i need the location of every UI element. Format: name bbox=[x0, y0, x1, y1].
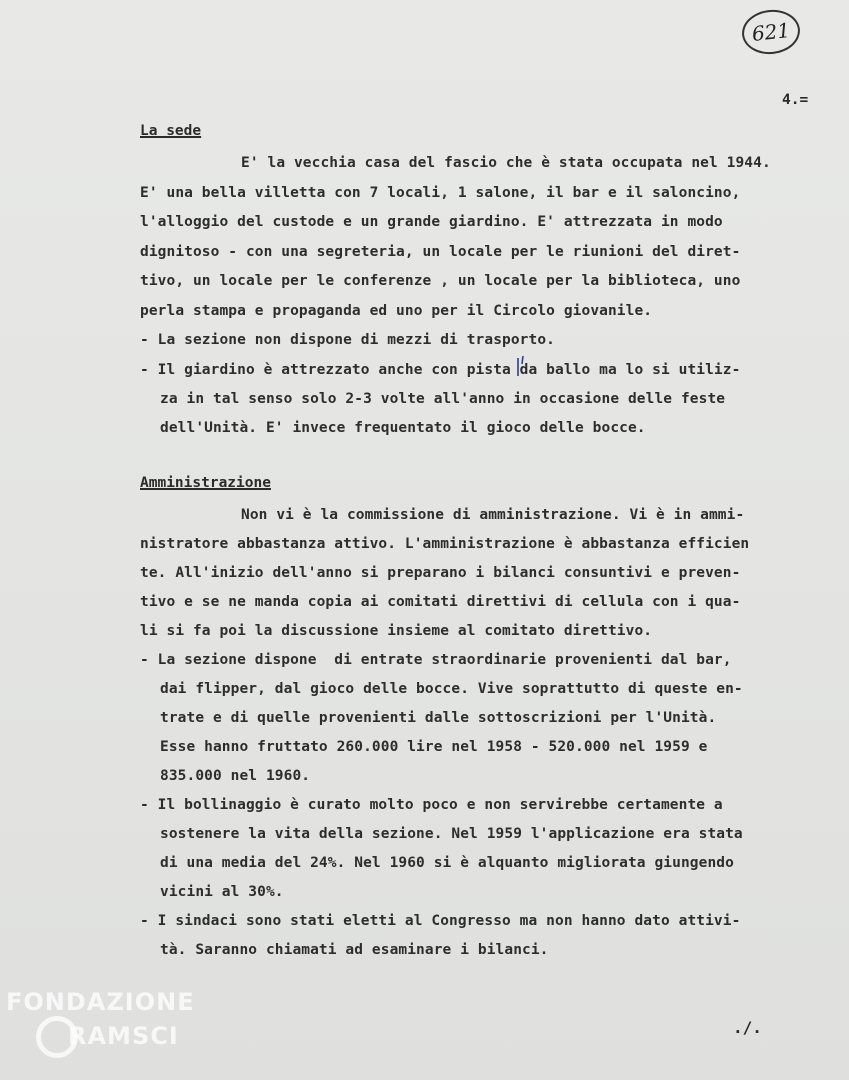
archive-number-stamp: 621 bbox=[740, 7, 802, 57]
watermark-line2-row bbox=[6, 1016, 195, 1058]
list-item: - La sezione dispone di entrate straordinarie provenienti dal bar, bbox=[140, 652, 732, 668]
continuation-mark: ./. bbox=[733, 1018, 762, 1037]
text-line: li si fa poi la discussione insieme al comitato direttivo. bbox=[140, 623, 653, 639]
text-line: tivo, un locale per le conferenze , un locale per la biblioteca, uno bbox=[140, 273, 741, 289]
text-line: te. All'inizio dell'anno si preparano i bilanci consuntivi e preven- bbox=[140, 565, 741, 581]
text-line: E' la vecchia casa del fascio che è stata occupata nel 1944. bbox=[241, 155, 771, 171]
text-line: tivo e se ne manda copia ai comitati direttivi di cellula con i qua- bbox=[140, 594, 741, 610]
text-line: dai flipper, dal gioco delle bocce. Vive soprattutto di queste en- bbox=[160, 681, 743, 697]
text-line: Esse hanno fruttato 260.000 lire nel 1958 - 520.000 nel 1959 e bbox=[160, 739, 708, 755]
text-line: perla stampa e propaganda ed uno per il Circolo giovanile. bbox=[140, 303, 653, 319]
page-number: 4.= bbox=[782, 92, 809, 108]
section-heading-la-sede: La sede bbox=[140, 123, 202, 139]
watermark-line1: FONDAZIONE bbox=[6, 988, 195, 1016]
text-line: 835.000 nel 1960. bbox=[160, 768, 311, 784]
text-line: dell'Unità. E' invece frequentato il gioco delle bocce. bbox=[160, 420, 646, 436]
watermark-logo bbox=[6, 988, 195, 1058]
handwritten-correction-mark bbox=[514, 354, 528, 380]
text-line: l'alloggio del custode e un grande giardino. E' attrezzata in modo bbox=[140, 214, 723, 230]
text-line: vicini al 30%. bbox=[160, 884, 284, 900]
text-line: za in tal senso solo 2-3 volte all'anno in occasione delle feste bbox=[160, 391, 726, 407]
list-item: - La sezione non dispone di mezzi di trasporto. bbox=[140, 332, 555, 348]
text-line: sostenere la vita della sezione. Nel 1959 l'applicazione era stata bbox=[160, 826, 743, 842]
text-line: trate e di quelle provenienti dalle sottoscrizioni per l'Unità. bbox=[160, 710, 717, 726]
list-item: - I sindaci sono stati eletti al Congresso ma non hanno dato attivi- bbox=[140, 913, 741, 929]
text-line: tà. Saranno chiamati ad esaminare i bilanci. bbox=[160, 942, 549, 958]
text-line: Non vi è la commissione di amministrazione. Vi è in ammi- bbox=[241, 507, 745, 523]
text-line: di una media del 24%. Nel 1960 si è alquanto migliorata giungendo bbox=[160, 855, 734, 871]
list-item: - Il giardino è attrezzato anche con pista da ballo ma lo si utiliz- bbox=[140, 362, 741, 378]
section-heading-amministrazione: Amministrazione bbox=[140, 475, 271, 491]
text-line: E' una bella villetta con 7 locali, 1 salone, il bar e il saloncino, bbox=[140, 185, 741, 201]
watermark-line2: RAMSCI bbox=[68, 1022, 179, 1050]
text-line: nistratore abbastanza attivo. L'amministrazione è abbastanza efficien bbox=[140, 536, 750, 552]
text-line: dignitoso - con una segreteria, un locale per le riunioni del diret- bbox=[140, 244, 741, 260]
list-item: - Il bollinaggio è curato molto poco e non servirebbe certamente a bbox=[140, 797, 723, 813]
